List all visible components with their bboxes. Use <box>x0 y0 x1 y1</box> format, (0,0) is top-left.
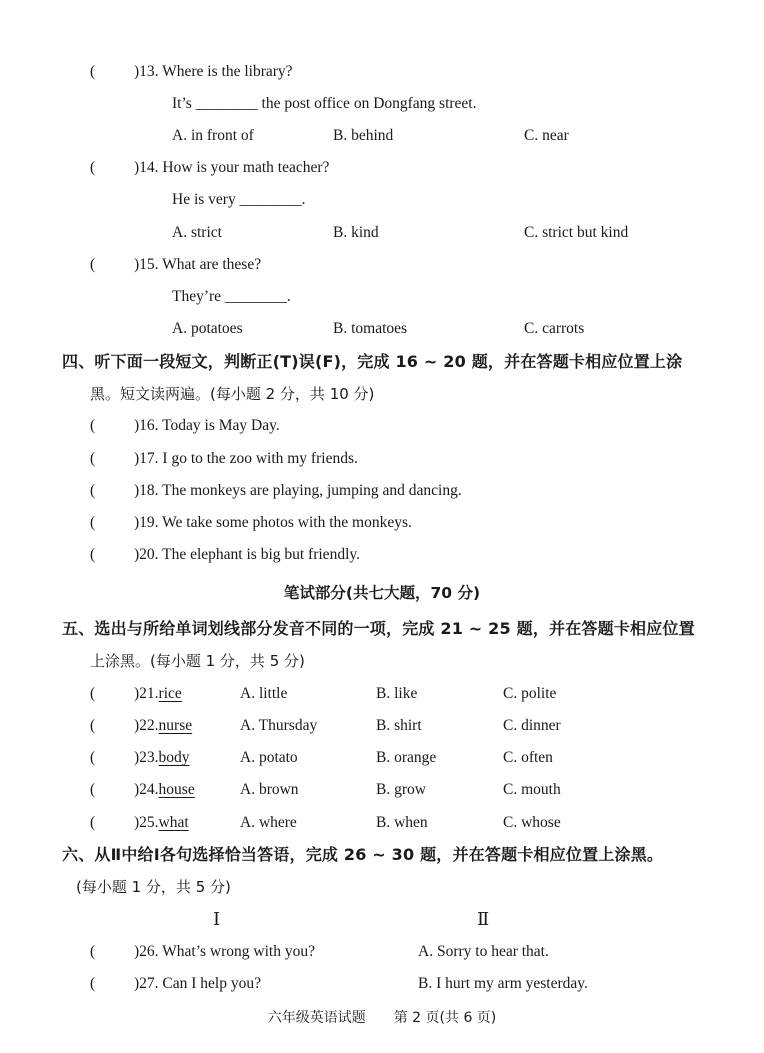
option-c[interactable]: C. often <box>503 749 553 766</box>
answer-paren[interactable]: ( <box>90 63 96 80</box>
question-14-sentence: He is very ________. <box>172 191 306 208</box>
section-6-heading: 六、从Ⅱ中给Ⅰ各句选择恰当答语，完成 26 ~ 30 题，并在答题卡相应位置上涂黑。 <box>62 845 664 864</box>
section-6-heading-cont: (每小题 1 分，共 5 分) <box>76 878 231 896</box>
question-15: )15. What are these? <box>134 256 262 273</box>
option-a[interactable]: A. Thursday <box>240 717 318 734</box>
answer-paren[interactable]: ( <box>90 482 96 499</box>
question-13-sentence: It’s ________ the post office on Dongfang street. <box>172 95 477 112</box>
option-b[interactable]: B. when <box>376 814 428 831</box>
option-b[interactable]: B. grow <box>376 781 426 798</box>
section-5-heading: 五、选出与所给单词划线部分发音不同的一项，完成 21 ~ 25 题，并在答题卡相应位置 <box>62 619 695 638</box>
option-c[interactable]: C. polite <box>503 685 557 702</box>
question-20: )20. The elephant is big but friendly. <box>134 546 360 563</box>
question-13: )13. Where is the library? <box>134 63 293 80</box>
answer-paren[interactable]: ( <box>90 417 96 434</box>
question-27: )27. Can I help you? <box>134 975 261 992</box>
question-14: )14. How is your math teacher? <box>134 159 330 176</box>
option-c[interactable]: C. mouth <box>503 781 561 798</box>
question-24: )24.house <box>134 781 195 798</box>
question-word: body <box>158 749 190 766</box>
option-a[interactable]: A. little <box>240 685 288 702</box>
question-21: )21.rice <box>134 685 182 702</box>
option-a[interactable]: A. where <box>240 814 297 831</box>
option-c[interactable]: C. whose <box>503 814 561 831</box>
question-15-sentence: They’re ________. <box>172 288 291 305</box>
section-4-heading: 四、听下面一段短文，判断正(T)误(F)，完成 16 ~ 20 题，并在答题卡相应位置上涂 <box>62 352 683 371</box>
question-18: )18. The monkeys are playing, jumping and dancing. <box>134 482 462 499</box>
question-26: )26. What’s wrong with you? <box>134 943 315 960</box>
answer-paren[interactable]: ( <box>90 546 96 563</box>
answer-paren[interactable]: ( <box>90 256 96 273</box>
answer-paren[interactable]: ( <box>90 514 96 531</box>
answer-paren[interactable]: ( <box>90 781 96 798</box>
option-a[interactable]: A. strict <box>172 224 222 241</box>
option-b[interactable]: B. orange <box>376 749 437 766</box>
written-part-title: 笔试部分(共七大题，70 分) <box>283 584 481 602</box>
answer-paren[interactable]: ( <box>90 717 96 734</box>
answer-paren[interactable]: ( <box>90 975 96 992</box>
column-2-label: Ⅱ <box>477 909 490 929</box>
option-a[interactable]: A. brown <box>240 781 299 798</box>
option-c[interactable]: C. carrots <box>524 320 585 337</box>
option-b[interactable]: B. kind <box>333 224 379 241</box>
page-footer: 六年级英语试题 第 2 页(共 6 页) <box>267 1010 497 1026</box>
option-b[interactable]: B. tomatoes <box>333 320 408 337</box>
option-b[interactable]: B. shirt <box>376 717 422 734</box>
option-a[interactable]: A. in front of <box>172 127 254 144</box>
section-4-heading-cont: 黑。短文读两遍。(每小题 2 分，共 10 分) <box>90 385 375 403</box>
question-word: what <box>158 814 189 831</box>
option-c[interactable]: C. strict but kind <box>524 224 629 241</box>
answer-paren[interactable]: ( <box>90 749 96 766</box>
answer-paren[interactable]: ( <box>90 159 96 176</box>
question-23: )23.body <box>134 749 190 766</box>
question-word: house <box>158 781 195 798</box>
question-17: )17. I go to the zoo with my friends. <box>134 450 358 467</box>
question-22: )22.nurse <box>134 717 193 734</box>
section-5-heading-cont: 上涂黑。(每小题 1 分，共 5 分) <box>90 652 305 670</box>
answer-option-a: A. Sorry to hear that. <box>418 943 549 960</box>
answer-option-b: B. I hurt my arm yesterday. <box>418 975 588 992</box>
option-b[interactable]: B. like <box>376 685 418 702</box>
question-16: )16. Today is May Day. <box>134 417 280 434</box>
answer-paren[interactable]: ( <box>90 685 96 702</box>
answer-paren[interactable]: ( <box>90 814 96 831</box>
option-c[interactable]: C. near <box>524 127 569 144</box>
answer-paren[interactable]: ( <box>90 450 96 467</box>
option-a[interactable]: A. potato <box>240 749 298 766</box>
question-word: nurse <box>158 717 193 734</box>
question-word: rice <box>158 685 182 702</box>
option-b[interactable]: B. behind <box>333 127 394 144</box>
question-25: )25.what <box>134 814 189 831</box>
column-1-label: Ⅰ <box>213 909 221 929</box>
question-19: )19. We take some photos with the monkeys. <box>134 514 412 531</box>
option-c[interactable]: C. dinner <box>503 717 561 734</box>
answer-paren[interactable]: ( <box>90 943 96 960</box>
option-a[interactable]: A. potatoes <box>172 320 243 337</box>
